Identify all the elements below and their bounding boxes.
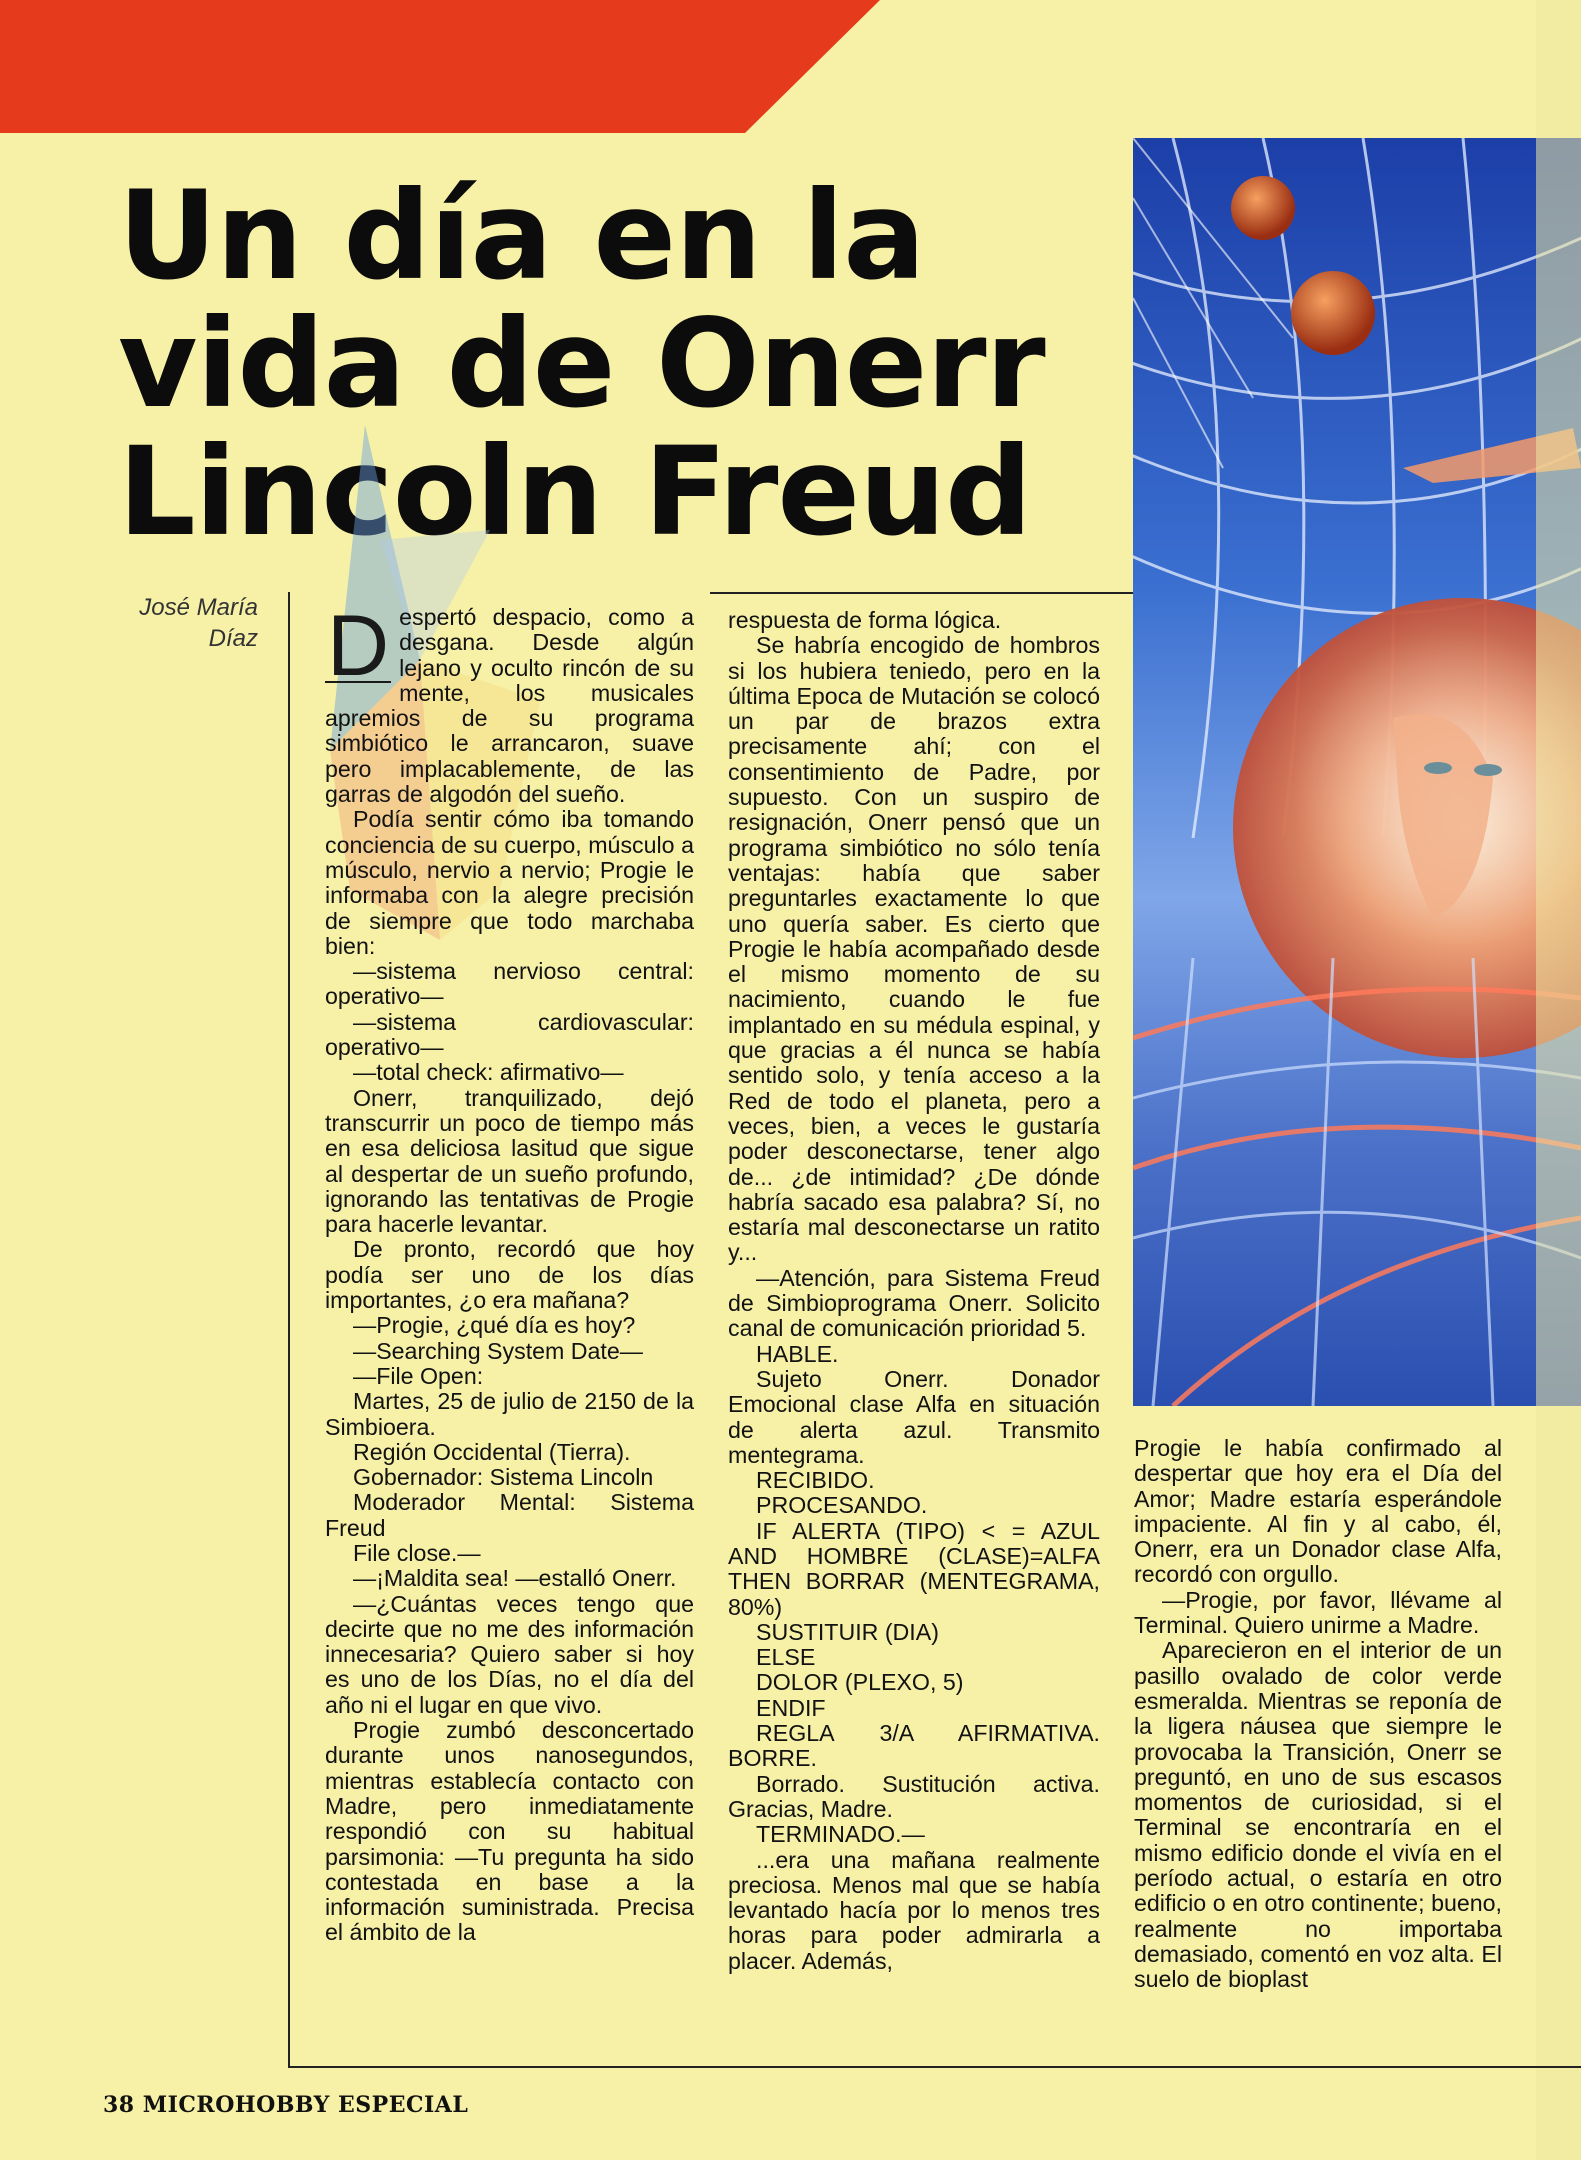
- paragraph: ELSE: [756, 1644, 816, 1671]
- paragraph: —¿Cuántas veces tengo que decirte que no me des información innecesaria? Quiero saber si hoy es uno de los Días, no el día del año ni el lugar en que vivo.: [325, 1590, 694, 1718]
- paragraph: ENDIF: [756, 1694, 826, 1721]
- paragraph: Aparecieron en el interior de un pasillo ovalado de color verde esmeralda. Mientras se reponía de la ligera náusea que siempre le provocaba la Transición, Onerr se preguntó, en uno de sus escasos momentos de curiosidad, si el Terminal se encontraría en el mismo edificio donde el vivía en el período actual, o estaría en otro edificio o en otro continente; bueno, realmente no importaba demasiado, comentó en voz alta. El suelo de bioplast: [1134, 1637, 1502, 1993]
- paragraph: IF ALERTA (TIPO) < = AZUL AND HOMBRE (CLASE)=ALFA THEN BORRAR (MENTEGRAMA, 80%): [728, 1517, 1100, 1620]
- article-headline: [118, 165, 1118, 563]
- paragraph: Se habría encogido de hombros si los hubiera teniedo, pero en la última Epoca de Mutación se colocó un par de brazos extra precisamente ahí; con el consentimiento de Padre, por supuesto. Con un suspiro de resignación, Onerr pensó que un programa simbiótico no sólo tenía ventajas: había que saber preguntarles exactamente lo que uno quería saber. Es cierto que Progie le había acompañado desde el mismo momento de su nacimiento, cuando le fue implantado en su médula espinal, y que gracias a él nunca se había sentido solo, y tenía acceso a la Red de todo el planeta, pero a veces, bien, a veces le gustaría poder desconectarse, tener algo de... ¿de intimidad? ¿De dónde habría sacado esa palabra? Sí, no estaría mal desconectarse un ratito y...: [728, 632, 1100, 1266]
- frame-bottom-rule: [288, 2066, 1581, 2068]
- paragraph: —¡Maldita sea! —estalló Onerr.: [353, 1565, 677, 1592]
- headline-line: Lincoln Freud: [118, 421, 1032, 563]
- frame-top-rule: [710, 592, 1133, 594]
- paragraph: —sistema nervioso central: operativo—: [325, 958, 694, 1010]
- author-byline: [110, 592, 258, 654]
- article-column-1: [325, 598, 694, 1946]
- paragraph: —File Open:: [353, 1362, 484, 1389]
- paragraph: Sujeto Onerr. Donador Emocional clase Alfa en situación de alerta azul. Transmito mentegrama.: [728, 1365, 1100, 1468]
- space-illustration-graphic: [1133, 138, 1581, 1406]
- article-column-2: [728, 608, 1100, 1974]
- paragraph: DOLOR (PLEXO, 5): [756, 1669, 964, 1696]
- red-banner: [0, 0, 880, 133]
- paragraph: De pronto, recordó que hoy podía ser uno de los días importantes, ¿o era mañana?: [325, 1236, 694, 1314]
- paragraph: Moderador Mental: Sistema Freud: [325, 1489, 694, 1541]
- author-line: José María: [139, 594, 258, 621]
- author-line: Díaz: [208, 625, 258, 652]
- paragraph: —total check: afirmativo—: [353, 1059, 624, 1086]
- paragraph: [325, 598, 694, 808]
- paragraph: —Searching System Date—: [353, 1337, 643, 1364]
- paragraph: Borrado. Sustitución activa. Gracias, Madre.: [728, 1770, 1100, 1822]
- page-footer: 38 MICROHOBBY ESPECIAL: [103, 2092, 469, 2118]
- paragraph: HABLE.: [756, 1340, 839, 1367]
- article-column-3: [1134, 1436, 1502, 1993]
- paragraph: TERMINADO.—: [756, 1821, 925, 1848]
- paragraph: Progie le había confirmado al despertar que hoy era el Día del Amor; Madre estaría esperándole impaciente. Al fin y al cabo, él, Onerr, era un Donador clase Alfa, recordó con orgullo.: [1134, 1435, 1502, 1588]
- drop-cap: D: [327, 598, 390, 694]
- space-illustration: [1133, 138, 1581, 1406]
- paragraph-text: espertó despacio, como a desgana. Desde algún lejano y oculto rincón de su mente, los musicales apremios de su programa simbiótico le arrancaron, suave pero implacablemente, de las garras de algodón del sueño.: [325, 604, 694, 808]
- frame-left-rule: [288, 592, 290, 2068]
- headline-line: vida de Onerr: [118, 293, 1045, 435]
- paragraph: Martes, 25 de julio de 2150 de la Simbioera.: [325, 1388, 694, 1440]
- paragraph: REGLA 3/A AFIRMATIVA. BORRE.: [728, 1720, 1100, 1772]
- paragraph: —sistema cardiovascular: operativo—: [325, 1008, 694, 1061]
- paragraph: —Atención, para Sistema Freud de Simbioprograma Onerr. Solicito canal de comunicación prioridad 5.: [728, 1264, 1100, 1342]
- paragraph: File close.—: [353, 1539, 481, 1566]
- paragraph: —Progie, por favor, llévame al Terminal. Quiero unirme a Madre.: [1134, 1586, 1502, 1639]
- headline-line: Un día en la: [118, 165, 925, 307]
- paragraph: Podía sentir cómo iba tomando conciencia de su cuerpo, músculo a músculo, nervio a nervio; Progie le informaba con la alegre precisión de siempre que todo marchaba bien:: [325, 806, 694, 959]
- page-gutter-strip: [1536, 0, 1581, 2160]
- paragraph: Onerr, tranquilizado, dejó transcurrir un poco de tiempo más en esa deliciosa lasitud que sigue al despertar de un sueño profundo, ignorando las tentativas de Progie para hacerle levantar.: [325, 1084, 694, 1238]
- paragraph: ...era una mañana realmente preciosa. Menos mal que se había levantado hacía por lo menos tres horas para poder admirarla a placer. Además,: [728, 1846, 1100, 1974]
- paragraph: Gobernador: Sistema Lincoln: [353, 1464, 654, 1491]
- paragraph: PROCESANDO.: [756, 1492, 928, 1519]
- paragraph: respuesta de forma lógica.: [728, 607, 1002, 633]
- paragraph: SUSTITUIR (DIA): [756, 1618, 939, 1645]
- paragraph: RECIBIDO.: [756, 1467, 875, 1494]
- paragraph: —Progie, ¿qué día es hoy?: [353, 1312, 636, 1339]
- paragraph: Progie zumbó desconcertado durante unos nanosegundos, mientras establecía contacto con Madre, pero inmediatamente respondió con su habitual parsimonia: —Tu pregunta ha sido contestada en base a la información suministrada. Precisa el ámbito de la: [325, 1717, 694, 1946]
- paragraph: Región Occidental (Tierra).: [353, 1438, 631, 1465]
